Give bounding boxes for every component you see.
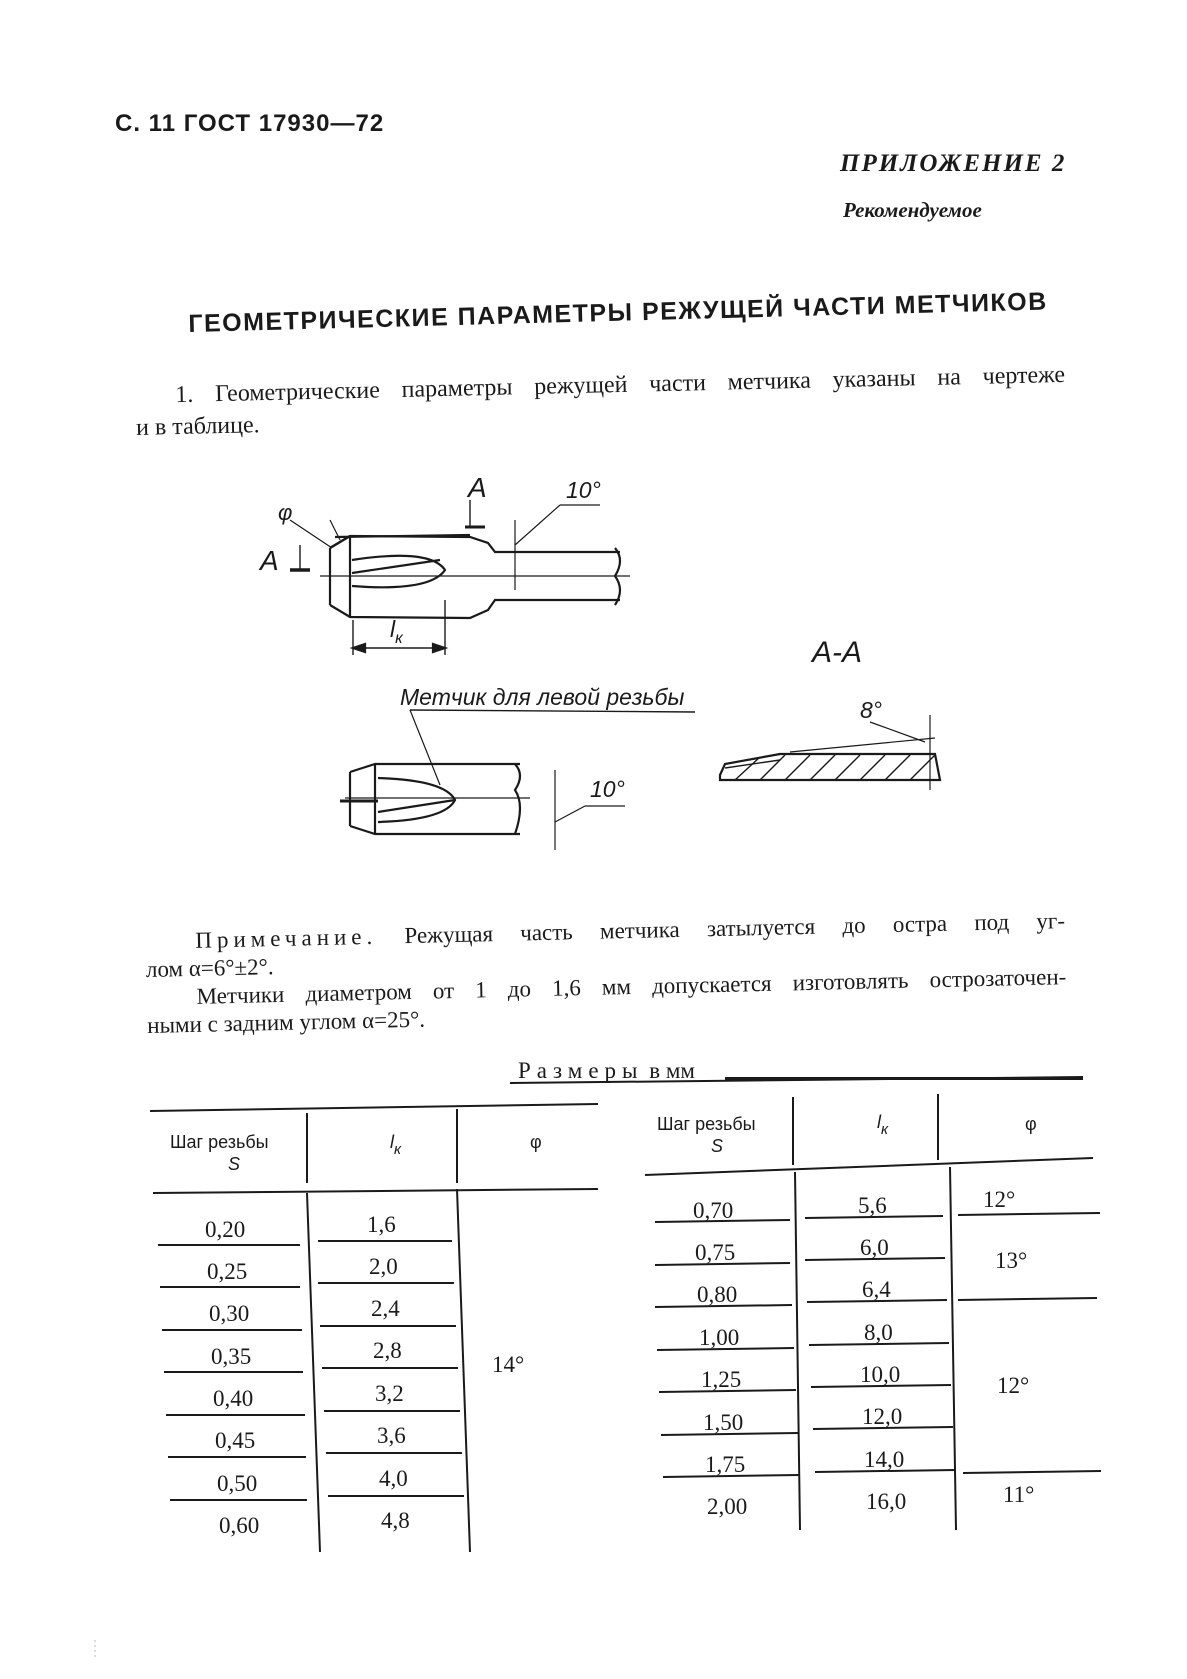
word: до — [507, 976, 532, 1002]
lk-letter: l — [390, 1132, 394, 1152]
word: 1. — [175, 381, 194, 409]
table-right-phi: 12° — [983, 1187, 1016, 1212]
angle-left-thread-label: 10° — [590, 776, 625, 802]
table-left-header-s-symbol: S — [228, 1154, 241, 1174]
table-left-s: 0,40 — [213, 1386, 254, 1411]
word: указаны — [832, 365, 916, 394]
section-aa-view — [720, 715, 940, 790]
table-left-header — [170, 1132, 542, 1174]
table-right-lk: 12,0 — [862, 1404, 903, 1429]
table-left-s: 0,20 — [205, 1217, 246, 1242]
table-right-s: 1,50 — [703, 1410, 744, 1435]
left-thread-tap-view — [340, 710, 695, 850]
word: изготовлять — [792, 967, 909, 996]
table-left-lk: 2,8 — [373, 1338, 402, 1363]
units-rule — [725, 1077, 1083, 1080]
left-thread-labels — [400, 684, 684, 802]
table-left-lk: 2,0 — [369, 1254, 398, 1279]
word: до — [842, 912, 866, 939]
table-right-s: 0,75 — [695, 1240, 736, 1265]
table-right-header-s-symbol: S — [711, 1136, 724, 1156]
table-right-lk: 8,0 — [864, 1320, 893, 1345]
note-line-2: лом α=6°±2°. — [145, 954, 274, 982]
table-right-lk: 5,6 — [858, 1193, 887, 1218]
word: под — [974, 909, 1010, 936]
table-left-lk: 2,4 — [371, 1296, 400, 1321]
table-right-header-lk — [877, 1112, 889, 1138]
word: 1,6 — [551, 975, 582, 1001]
table-left-s: 0,25 — [207, 1259, 248, 1284]
table-right-s: 1,25 — [701, 1367, 742, 1392]
note-block — [145, 907, 1067, 1040]
note-line-4: ными с задним углом α=25°. — [146, 1006, 426, 1038]
word: острозаточен- — [929, 964, 1067, 993]
table-left-s: 0,35 — [211, 1344, 252, 1369]
left-thread-label: Метчик для левой резьбы — [400, 684, 685, 710]
word: метчика — [727, 367, 812, 396]
table-right-body — [693, 1187, 1034, 1519]
table-right-s: 0,80 — [697, 1282, 738, 1307]
table-left-s: 0,60 — [219, 1513, 260, 1538]
table-left-phi: 14° — [492, 1352, 525, 1377]
word: параметры — [401, 374, 513, 403]
page-header: С. 11 ГОСТ 17930—72 — [115, 110, 385, 137]
lk-letter: l — [877, 1112, 881, 1132]
table-left-lk: 3,2 — [375, 1381, 404, 1406]
angle-top-label: 10° — [566, 477, 601, 503]
word: 1 — [474, 977, 487, 1003]
lk-subscript: к — [394, 1141, 402, 1158]
table-right-lk: 10,0 — [860, 1362, 901, 1387]
intro-line-2: и в таблице. — [135, 412, 260, 441]
table-right-header-phi: φ — [1025, 1114, 1037, 1134]
tap-main-view — [290, 500, 630, 655]
appendix-subtitle: Рекомендуемое — [843, 198, 982, 222]
word: от — [432, 978, 455, 1004]
word: остра — [892, 910, 948, 938]
table-right-phi: 12° — [997, 1373, 1030, 1398]
word: мм — [601, 973, 632, 1000]
table-right-header — [657, 1112, 1037, 1156]
table-right-lk: 16,0 — [866, 1489, 907, 1514]
table-left-lk: 1,6 — [367, 1212, 396, 1237]
table-left-header-lk — [390, 1132, 402, 1158]
word: диаметром — [305, 978, 413, 1007]
units-caption — [518, 1058, 695, 1084]
section-mark-top: A — [468, 472, 487, 503]
word: затылуется — [706, 913, 816, 942]
word: Режущая — [404, 921, 494, 949]
table-left-body — [205, 1212, 524, 1538]
table-left-lk: 4,0 — [379, 1466, 408, 1491]
units-spaced: Размеры — [518, 1058, 644, 1083]
lk-letter: l — [390, 616, 396, 642]
word: часть — [519, 919, 574, 946]
word: допускается — [651, 970, 772, 999]
table-right-lk: 6,0 — [860, 1235, 889, 1260]
table-right-lk: 14,0 — [864, 1447, 905, 1472]
word: на — [937, 364, 962, 391]
table-right-phi: 11° — [1003, 1482, 1035, 1507]
section-mark-left: A — [260, 545, 279, 576]
note-label: Примечание. — [195, 923, 378, 953]
word: метчика — [599, 916, 680, 944]
word: части — [648, 370, 707, 398]
document-title: ГЕОМЕТРИЧЕСКИЕ ПАРАМЕТРЫ РЕЖУЩЕЙ ЧАСТИ МЕТЧИКОВ — [188, 287, 1049, 338]
table-right-s: 2,00 — [707, 1494, 748, 1519]
table-right-lk: 6,4 — [862, 1277, 891, 1302]
word: Метчики — [196, 981, 285, 1009]
table-right-s: 0,70 — [693, 1198, 734, 1223]
table-right-lines — [510, 1077, 1101, 1530]
angle-section-label: 8° — [860, 697, 882, 723]
table-right-s: 1,00 — [699, 1325, 740, 1350]
table-left-s: 0,45 — [215, 1428, 256, 1453]
section-title: A-A — [812, 636, 863, 669]
phi-label: φ — [278, 500, 293, 525]
table-right-s: 1,75 — [705, 1452, 746, 1477]
word: уг- — [1036, 908, 1066, 934]
word: Геометрические — [214, 377, 381, 408]
lk-dimension-label — [390, 616, 404, 647]
word: режущей — [533, 371, 628, 400]
lk-subscript: к — [881, 1121, 889, 1138]
table-left-header-phi: φ — [530, 1132, 542, 1152]
table-left-lk: 4,8 — [381, 1508, 410, 1533]
tap-labels — [258, 472, 862, 669]
table-left-s: 0,50 — [217, 1471, 258, 1496]
lk-subscript: к — [395, 630, 403, 647]
table-right-phi: 13° — [995, 1248, 1028, 1273]
table-left-s: 0,30 — [209, 1301, 250, 1326]
table-left-lk: 3,6 — [377, 1423, 406, 1448]
word: чертеже — [982, 361, 1066, 390]
table-left-header-s: Шаг резьбы — [170, 1132, 269, 1152]
units-rest: в мм — [649, 1058, 695, 1083]
table-right-header-s: Шаг резьбы — [657, 1114, 756, 1134]
appendix-title: ПРИЛОЖЕНИЕ 2 — [840, 150, 1067, 177]
